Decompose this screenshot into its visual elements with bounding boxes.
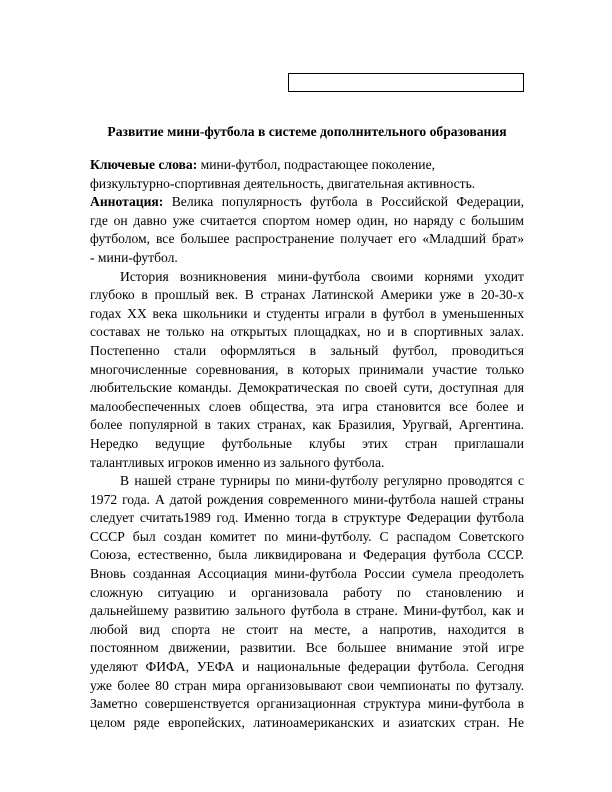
keywords-line-2: физкультурно-спортивная деятельность, двигательная активность. bbox=[90, 175, 476, 191]
annotation-line-2: где он давно уже считается спортом номер один, но наряду с большим bbox=[90, 212, 524, 228]
paragraph-line: любительские команды. Демократическая по своей сути, доступная для bbox=[90, 380, 524, 396]
paragraph-line: История возникновения мини-футбола своими корнями уходит bbox=[120, 268, 524, 284]
paragraph-line: дальнейшему развитию зального футбола в стране. Мини-футбол, как и bbox=[90, 603, 524, 619]
annotation-line-3: футболом, все большее распространение получает его «Младший брат» bbox=[90, 231, 524, 247]
header-box bbox=[288, 73, 524, 92]
paragraph-line: талантливых игроков именно из зального футбола. bbox=[90, 454, 385, 470]
paragraph-line: годах XX века школьники и студенты играли в футбол в уменьшенных bbox=[90, 305, 524, 321]
paragraph-line: следует считать1989 год. Именно тогда в структуре Федерации футбола bbox=[90, 510, 524, 526]
annotation-line-4: - мини-футбол. bbox=[90, 249, 178, 265]
paragraph-line: многочисленные соревнования, в которых принимали участие только bbox=[90, 361, 524, 377]
keywords-text-1: мини-футбол, подрастающее поколение, bbox=[197, 157, 435, 172]
paragraph-line: 1972 года. А датой рождения современного мини-футбола нашей страны bbox=[90, 491, 524, 507]
paragraph-line: более популярной в таких странах, как Бразилия, Уругвай, Аргентина. bbox=[90, 417, 524, 433]
paragraph-line: целом ряде европейских, латиноамериканских и азиатских стран. Не bbox=[90, 714, 524, 730]
document-title: Развитие мини-футбола в системе дополнительного образования bbox=[107, 124, 507, 139]
paragraph-line: малообеспеченных слоев общества, эта игра становится все более и bbox=[90, 398, 524, 414]
keywords-line-1 bbox=[90, 156, 524, 175]
paragraph-line: составах не только на открытых площадках, но и в спортивных залах. bbox=[90, 324, 524, 340]
paragraph-line: В нашей стране турниры по мини-футболу регулярно проводятся с bbox=[120, 473, 524, 489]
annotation-text-1: Велика популярность футбола в Российской Федерации, bbox=[163, 194, 524, 210]
paragraph-line: любой вид спорта не стоит на месте, а напротив, находится в bbox=[90, 621, 524, 637]
paragraph-line: уже более 80 стран мира организовывают свои чемпионаты по футзалу. bbox=[90, 677, 524, 693]
paragraph-line: Союза, естественно, была ликвидирована и Федерация футбола СССР. bbox=[90, 547, 524, 563]
paragraph-line: Нередко ведущие футбольные клубы этих стран приглашали bbox=[90, 435, 524, 451]
paragraph-russia bbox=[90, 472, 524, 732]
paragraph-line: глубоко в прошлый век. В странах Латинской Америки уже в 20-30-х bbox=[90, 287, 524, 303]
paragraph-line: Постепенно стали оформляться в зальный футбол, проводиться bbox=[90, 342, 524, 358]
paragraph-line: СССР был создан комитет по мини-футболу. С распадом Советского bbox=[90, 528, 524, 544]
paragraph-line: Вновь созданная Ассоциация мини-футбола России сумела преодолеть bbox=[90, 566, 524, 582]
annotation-line-1 bbox=[90, 193, 524, 212]
paragraph-line: сложную ситуацию и организовала работу по становлению и bbox=[90, 584, 524, 600]
document-body bbox=[90, 156, 524, 732]
keywords-label: Ключевые слова: bbox=[90, 157, 198, 172]
annotation-label: Аннотация: bbox=[90, 194, 164, 210]
paragraph-line: постоянном движении, развитии. Все большее внимание этой игре bbox=[90, 640, 524, 656]
paragraph-line: уделяют ФИФА, УЕФА и национальные федерации футбола. Сегодня bbox=[90, 659, 524, 675]
paragraph-history bbox=[90, 268, 524, 473]
paragraph-line: Заметно совершенствуется организационная структура мини-футбола в bbox=[90, 696, 524, 712]
